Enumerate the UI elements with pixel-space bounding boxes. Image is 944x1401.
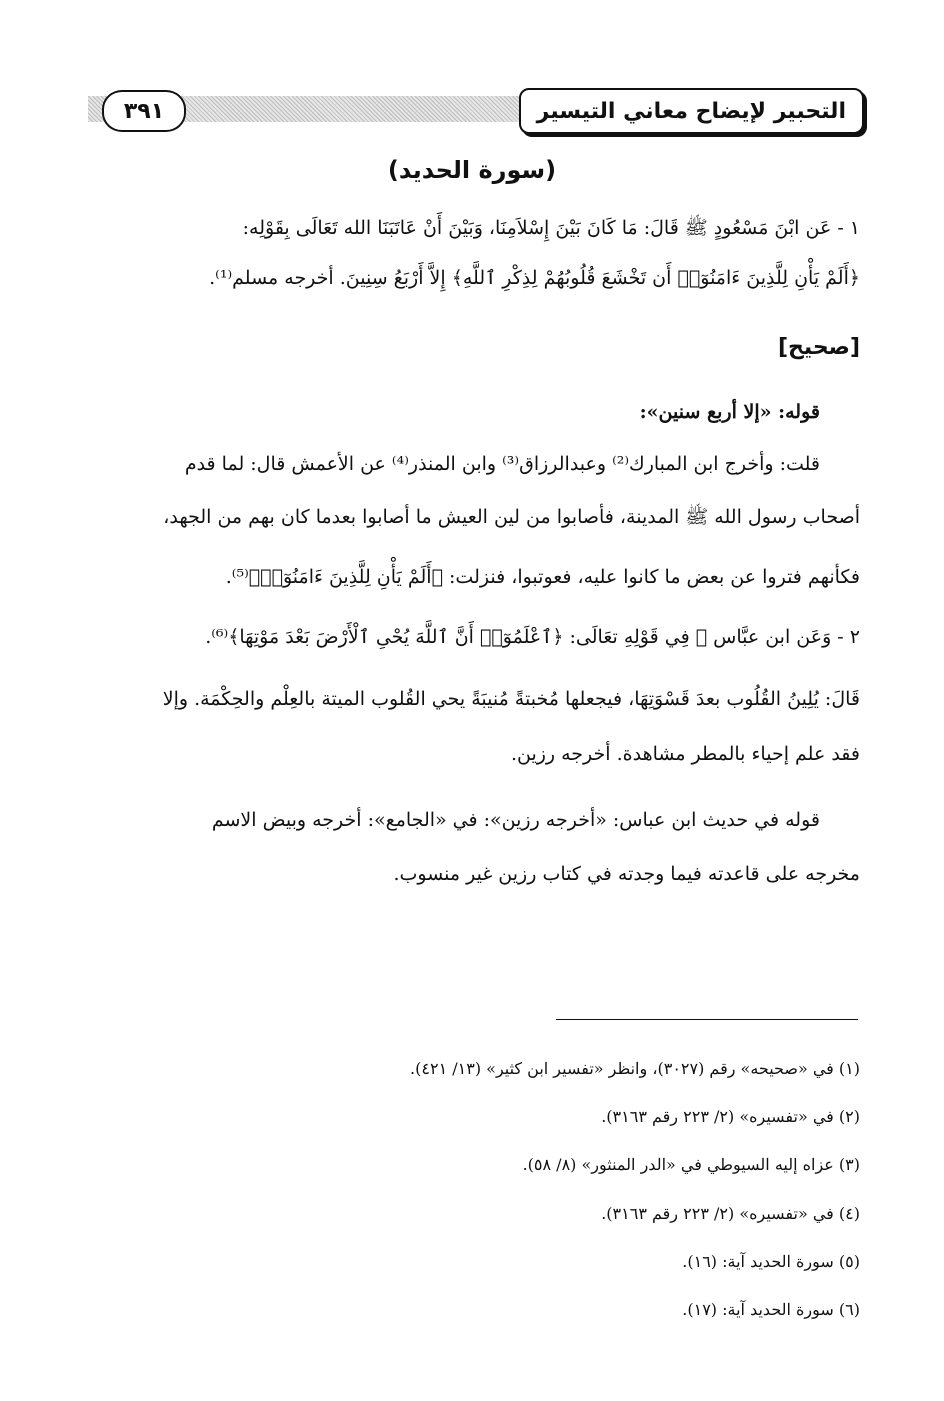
commentary-1-heading: قوله: «إلا أربع سنين»: (639, 401, 820, 423)
commentary-2-line-2: مخرجه على قاعدته فيما وجدته في كتاب رزين غير منسوب. (393, 863, 860, 885)
grade-label: [صحيح] (777, 335, 860, 360)
footnote-1: (١) في «صحيحه» رقم (٣٠٢٧)، وانظر «تفسير ابن كثير» (١٣/ ٤٢١). (410, 1059, 860, 1078)
surah-title: (سورة الحديد) (387, 156, 557, 184)
page-header (88, 82, 864, 140)
hadith-1-line-1: ١ - عَن ابْنَ مَسْعُودٍ ﷺ قَالَ: مَا كَانَ بَيْنَ إِسْلاَمِنَا، وَبَيْنَ أَنْ عَاتَبَنَا الله تَعَالَى بِقَوْلِه: (242, 217, 860, 239)
hadith-2-line-2: قَالَ: يُلِينُ القُلُوب بعدَ قَسْوَتِهَا، فيجعلها مُخبتةً مُنيبَةً يحي القُلوب الميتة بالعِلْم والحِكْمَة. وإلا (162, 688, 860, 710)
hadith-2-line-1: ٢ - وَعَن ابن عبَّاس ﷺ فِي قَوْلِهِ تعَالَى: ﴿ٱعْلَمُوٓا۟ أَنَّ ٱللَّهَ يُحْىِ ٱلْأَرْضَ بَعْدَ مَوْتِهَا﴾⁽⁶⁾. (205, 626, 860, 648)
hadith-1-line-2: ﴿أَلَمْ يَأْنِ لِلَّذِينَ ءَامَنُوٓا۟ أَن تَخْشَعَ قُلُوبُهُمْ لِذِكْرِ ٱللَّهِ﴾ إِلاَّ أَرْبَعُ سِنِينَ. أخرجه مسلم⁽¹⁾. (209, 267, 860, 289)
footnote-2: (٢) في «تفسيره» (٢/ ٢٢٣ رقم ٣١٦٣). (601, 1107, 860, 1126)
page-number: ٣٩١ (102, 90, 186, 132)
footnote-6: (٦) سورة الحديد آية: (١٧). (682, 1300, 860, 1319)
commentary-1-line-4: فكأنهم فتروا عن بعض ما كانوا عليه، فعوتبوا، فنزلت: ﴿أَلَمْ يَأْنِ لِلَّذِينَ ءَامَنُوٓا۟﴾⁽⁵⁾. (225, 566, 860, 588)
book-title: التحبير لإيضاح معاني التيسير (519, 88, 864, 134)
hadith-1-grade (84, 325, 860, 370)
footnote-5: (٥) سورة الحديد آية: (١٦). (682, 1252, 860, 1271)
footnote-4: (٤) في «تفسيره» (٢/ ٢٢٣ رقم ٣١٦٣). (601, 1204, 860, 1223)
footnote-separator (556, 1019, 858, 1020)
hadith-2-line-3: فقد علم إحياء بالمطر مشاهدة. أخرجه رزين. (510, 743, 860, 765)
footnote-3: (٣) عزاه إليه السيوطي في «الدر المنثور» (٨/ ٥٨). (522, 1155, 860, 1174)
commentary-1-line-3: أصحاب رسول الله ﷺ المدينة، فأصابوا من لين العيش ما أصابوا بعدما كان بهم من الجهد، (163, 506, 860, 528)
commentary-2-line-1: قوله في حديث ابن عباس: «أخرجه رزين»: في «الجامع»: أخرجه وبيض الاسم (211, 809, 820, 831)
commentary-1-line-2: قلت: وأخرج ابن المبارك⁽²⁾ وعبدالرزاق⁽³⁾ وابن المنذر⁽⁴⁾ عن الأعمش قال: لما قدم (184, 453, 820, 475)
